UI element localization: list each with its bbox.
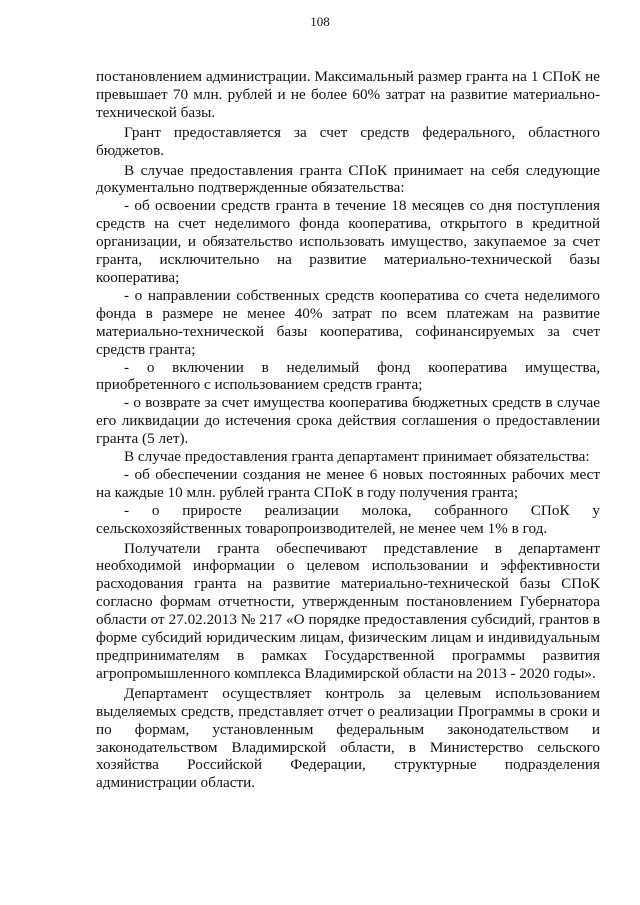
obligation-item-2: - о направлении собственных средств кооператива со счета неделимого фонда в размере не менее 40% затрат по всем платежам на развитие материально-технической базы кооператива, софинансируемых за счет средств гранта; xyxy=(96,286,600,358)
paragraph-department-obligations: В случае предоставления гранта департамент принимает обязательства: xyxy=(124,448,590,466)
obligation-item-4: - о возврате за счет имущества кооператива бюджетных средств в случае его ликвидации до истечения срока действия соглашения о предоставлении гранта (5 лет). xyxy=(96,394,600,448)
paragraph-recipients: Получатели гранта обеспечивают представление в департамент необходимой информации о целевом использовании и эффективности расходования гранта на развитие материально-технической базы СПоК согласно формам отчетности, утвержденным постановлением Губернатора области от 27.02.2013 № 217 «О порядке предоставления субсидий, грантов в форме субсидий юридическим лицам, физическим лицам и индивидуальным предпринимателям в рамках Государственной программы развития агропромышленного комплекса Владимирской области на 2013 - 2020 годы». xyxy=(96,539,600,682)
paragraph-control: Департамент осуществляет контроль за целевым использованием выделяемых средств, представляет отчет о реализации Программы в сроки и по формам, установленным федеральным законодательством и законодательством Владимирской области, в Министерство сельского хозяйства Российской Федерации, структурные подразделения администрации области. xyxy=(96,684,600,792)
paragraph-1: постановлением администрации. Максимальный размер гранта на 1 СПоК не превышает 70 млн. рублей и не более 60% затрат на развитие материально-технической базы. xyxy=(96,68,600,121)
document-body xyxy=(96,68,600,792)
department-item-2: - о приросте реализации молока, собранного СПоК у сельскохозяйственных товаропроизводителей, не менее чем 1% в год. xyxy=(96,501,600,537)
department-item-1: - об обеспечении создания не менее 6 новых постоянных рабочих мест на каждые 10 млн. рублей гранта СПоК в году получения гранта; xyxy=(96,465,600,501)
page-number: 108 xyxy=(310,14,330,29)
obligation-item-3: - о включении в неделимый фонд кооператива имущества, приобретенного с использованием средств гранта; xyxy=(96,358,600,394)
paragraph-3: В случае предоставления гранта СПоК принимает на себя следующие документально подтвержденные обязательства: xyxy=(96,161,600,197)
obligation-item-1: - об освоении средств гранта в течение 18 месяцев со дня поступления средств на счет неделимого фонда кооператива, открытого в кредитной организации, и обязательство использовать имущество, закупаемое за счет гранта, исключительно на развитие материально-технической базы кооператива; xyxy=(96,197,600,286)
paragraph-2: Грант предоставляется за счет средств федерального, областного бюджетов. xyxy=(96,123,600,159)
